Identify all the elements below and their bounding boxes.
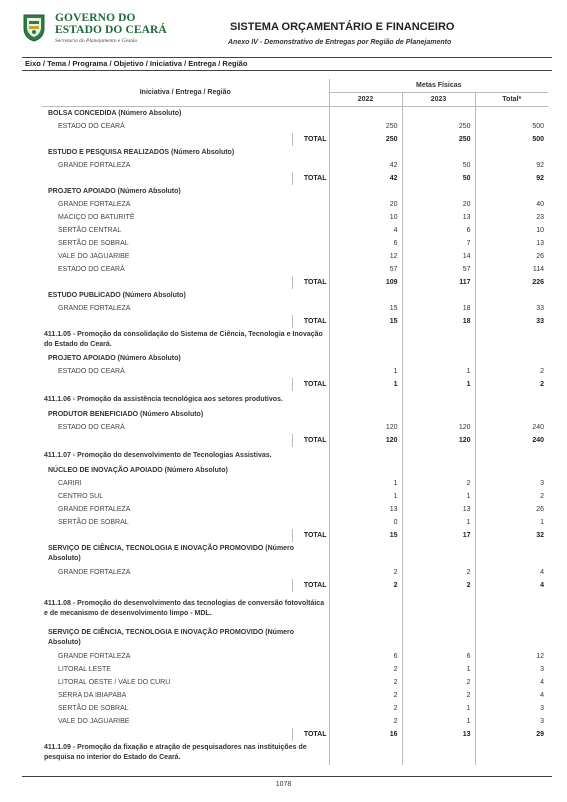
- empty-cell: [402, 328, 475, 352]
- region-row: [42, 224, 548, 237]
- value-2022: 1: [329, 490, 402, 503]
- value-2023: 1: [402, 702, 475, 715]
- empty-cell: [292, 120, 329, 133]
- total-row: [42, 434, 548, 447]
- total-label: TOTAL: [292, 315, 329, 328]
- total-2022: 16: [329, 728, 402, 741]
- value-total: 3: [540, 705, 545, 712]
- empty-cell: [292, 250, 329, 263]
- empty-cell: [402, 464, 475, 477]
- region-row: [42, 663, 548, 676]
- value-2022: 6: [329, 650, 402, 663]
- value-total: 23: [536, 214, 545, 221]
- total-sum: 29: [536, 731, 545, 738]
- empty-cell: [292, 302, 329, 315]
- value-2023: 20: [402, 198, 475, 211]
- empty-cell: [329, 408, 402, 421]
- column-header-metas-fisicas: Metas Físicas: [329, 79, 548, 93]
- total-label: TOTAL: [292, 728, 329, 741]
- empty-cell: [475, 352, 548, 365]
- region-label: GRANDE FORTALEZA: [58, 506, 131, 513]
- empty-cell: [292, 237, 329, 250]
- empty-cell: [402, 542, 475, 566]
- total-sum: 32: [536, 532, 545, 539]
- government-logo: [22, 10, 167, 52]
- region-label: LITORAL LESTE: [58, 666, 111, 673]
- empty-cell: [329, 592, 402, 626]
- empty-cell: [402, 289, 475, 302]
- empty-cell: [402, 185, 475, 198]
- total-2022: 120: [329, 434, 402, 447]
- region-label: GRANDE FORTALEZA: [58, 305, 131, 312]
- footer-divider: [22, 776, 552, 777]
- value-total: 13: [536, 240, 545, 247]
- section-row: [42, 391, 548, 408]
- group-row: [42, 146, 548, 159]
- empty-cell: [329, 391, 402, 408]
- total-label: TOTAL: [292, 434, 329, 447]
- empty-cell: [402, 107, 475, 121]
- empty-cell: [329, 289, 402, 302]
- value-2023: 50: [402, 159, 475, 172]
- region-row: [42, 302, 548, 315]
- value-total: 240: [532, 424, 545, 431]
- empty-cell: [402, 146, 475, 159]
- page-header: [0, 0, 567, 60]
- value-2022: 2: [329, 715, 402, 728]
- empty-cell: [292, 689, 329, 702]
- document-subtitle: Anexo IV - Demonstrativo de Entregas por Região de Planejamento: [228, 39, 452, 46]
- value-2023: 120: [402, 421, 475, 434]
- empty-cell: [329, 352, 402, 365]
- empty-cell: [42, 434, 292, 447]
- group-row: [42, 542, 548, 566]
- value-2022: 1: [329, 365, 402, 378]
- empty-cell: [475, 289, 548, 302]
- value-2022: 2: [329, 676, 402, 689]
- document-title: SISTEMA ORÇAMENTÁRIO E FINANCEIRO: [230, 21, 455, 33]
- empty-cell: [292, 198, 329, 211]
- group-row: [42, 352, 548, 365]
- empty-cell: [329, 328, 402, 352]
- empty-cell: [402, 741, 475, 765]
- empty-cell: [292, 490, 329, 503]
- empty-cell: [475, 328, 548, 352]
- region-row: [42, 702, 548, 715]
- group-row: [42, 626, 548, 650]
- section-row: [42, 328, 548, 352]
- empty-cell: [42, 315, 292, 328]
- empty-cell: [475, 626, 548, 650]
- region-label: VALE DO JAGUARIBE: [58, 718, 130, 725]
- value-2022: 250: [329, 120, 402, 133]
- column-header-iniciativa: Iniciativa / Entrega / Região: [42, 79, 329, 107]
- total-label: TOTAL: [292, 579, 329, 592]
- region-row: [42, 689, 548, 702]
- region-label: SERTÃO DE SOBRAL: [58, 240, 129, 247]
- region-label: GRANDE FORTALEZA: [58, 201, 131, 208]
- empty-cell: [292, 702, 329, 715]
- value-2022: 120: [329, 421, 402, 434]
- total-sum: 2: [540, 381, 545, 388]
- total-2023: 50: [402, 172, 475, 185]
- value-total: 3: [540, 718, 545, 725]
- empty-cell: [475, 447, 548, 464]
- value-2023: 250: [402, 120, 475, 133]
- value-2023: 2: [402, 676, 475, 689]
- region-row: [42, 715, 548, 728]
- total-row: [42, 728, 548, 741]
- region-label: ESTADO DO CEARÁ: [58, 123, 125, 130]
- region-label: SERTÃO DE SOBRAL: [58, 519, 129, 526]
- group-row: [42, 185, 548, 198]
- region-row: [42, 490, 548, 503]
- group-label: PROJETO APOIADO (Número Absoluto): [42, 185, 329, 198]
- total-2023: 18: [402, 315, 475, 328]
- region-row: [42, 421, 548, 434]
- total-row: [42, 133, 548, 146]
- total-label: TOTAL: [292, 172, 329, 185]
- empty-cell: [292, 715, 329, 728]
- empty-cell: [475, 741, 548, 765]
- total-2023: 17: [402, 529, 475, 542]
- total-2023: 250: [402, 133, 475, 146]
- empty-cell: [402, 626, 475, 650]
- value-2022: 2: [329, 566, 402, 579]
- value-2023: 1: [402, 715, 475, 728]
- empty-cell: [402, 447, 475, 464]
- region-row: [42, 365, 548, 378]
- value-2023: 13: [402, 503, 475, 516]
- empty-cell: [292, 663, 329, 676]
- empty-cell: [402, 391, 475, 408]
- value-total: 4: [540, 679, 545, 686]
- page-number: 1078: [275, 781, 292, 788]
- total-2022: 15: [329, 315, 402, 328]
- total-2022: 42: [329, 172, 402, 185]
- value-2022: 13: [329, 503, 402, 516]
- section-row: [42, 741, 548, 765]
- total-sum: 92: [536, 175, 545, 182]
- empty-cell: [475, 146, 548, 159]
- region-row: [42, 198, 548, 211]
- group-row: [42, 107, 548, 121]
- empty-cell: [292, 224, 329, 237]
- value-total: 10: [536, 227, 545, 234]
- group-label: ESTUDO E PESQUISA REALIZADOS (Número Absoluto): [42, 146, 329, 159]
- total-2023: 120: [402, 434, 475, 447]
- value-total: 12: [536, 653, 545, 660]
- region-label: MACIÇO DO BATURITÉ: [58, 214, 135, 221]
- region-label: CENTRO SUL: [58, 493, 104, 500]
- group-label: ESTUDO PUBLICADO (Número Absoluto): [42, 289, 329, 302]
- section-label: 411.1.05 - Promoção da consolidação do Sistema de Ciência, Tecnologia e Inovação do Estado do Ceará.: [42, 328, 329, 352]
- region-label: GRANDE FORTALEZA: [58, 653, 131, 660]
- group-label: SERVIÇO DE CIÊNCIA, TECNOLOGIA E INOVAÇÃO PROMOVIDO (Número Absoluto): [42, 626, 329, 650]
- empty-cell: [329, 542, 402, 566]
- section-row: [42, 447, 548, 464]
- column-header-total: Total*: [475, 93, 548, 107]
- total-sum: 500: [532, 136, 545, 143]
- empty-cell: [292, 263, 329, 276]
- empty-cell: [329, 464, 402, 477]
- empty-cell: [475, 542, 548, 566]
- value-2022: 12: [329, 250, 402, 263]
- value-2022: 15: [329, 302, 402, 315]
- section-row: [42, 592, 548, 626]
- empty-cell: [42, 579, 292, 592]
- value-total: 26: [536, 506, 545, 513]
- region-label: SERTÃO DE SOBRAL: [58, 705, 129, 712]
- value-2022: 20: [329, 198, 402, 211]
- total-2022: 2: [329, 579, 402, 592]
- empty-cell: [292, 365, 329, 378]
- total-row: [42, 378, 548, 391]
- total-row: [42, 579, 548, 592]
- empty-cell: [475, 592, 548, 626]
- value-2022: 57: [329, 263, 402, 276]
- region-row: [42, 566, 548, 579]
- empty-cell: [329, 107, 402, 121]
- total-2022: 250: [329, 133, 402, 146]
- value-2022: 10: [329, 211, 402, 224]
- region-row: [42, 503, 548, 516]
- empty-cell: [402, 592, 475, 626]
- empty-cell: [292, 503, 329, 516]
- empty-cell: [329, 626, 402, 650]
- value-2023: 18: [402, 302, 475, 315]
- total-2022: 15: [329, 529, 402, 542]
- empty-cell: [42, 378, 292, 391]
- logo-text-line3: Secretaria do Planejamento e Gestão: [55, 38, 138, 44]
- entregas-table: [42, 79, 548, 765]
- value-2023: 6: [402, 224, 475, 237]
- section-label: 411.1.09 - Promoção da fixação e atração de pesquisadores nas instituições de pesquisa no interior do Estado do Ceará.: [42, 741, 329, 765]
- value-2023: 1: [402, 365, 475, 378]
- value-total: 1: [540, 519, 545, 526]
- group-label: NÚCLEO DE INOVAÇÃO APOIADO (Número Absoluto): [42, 464, 329, 477]
- value-2023: 2: [402, 689, 475, 702]
- total-row: [42, 529, 548, 542]
- section-label: 411.1.06 - Promoção da assistência tecnológica aos setores produtivos.: [42, 391, 329, 408]
- group-label: PROJETO APOIADO (Número Absoluto): [42, 352, 329, 365]
- value-2023: 1: [402, 663, 475, 676]
- region-row: [42, 237, 548, 250]
- value-2023: 2: [402, 477, 475, 490]
- value-2023: 57: [402, 263, 475, 276]
- group-label: BOLSA CONCEDIDA (Número Absoluto): [42, 107, 329, 121]
- value-2023: 1: [402, 490, 475, 503]
- empty-cell: [292, 477, 329, 490]
- empty-cell: [292, 566, 329, 579]
- total-sum: 240: [532, 437, 545, 444]
- empty-cell: [329, 146, 402, 159]
- region-row: [42, 263, 548, 276]
- total-2023: 13: [402, 728, 475, 741]
- total-sum: 33: [536, 318, 545, 325]
- region-row: [42, 676, 548, 689]
- breadcrumb: Eixo / Tema / Programa / Objetivo / Iniciativa / Entrega / Região: [25, 59, 248, 68]
- empty-cell: [475, 464, 548, 477]
- empty-cell: [292, 421, 329, 434]
- value-total: 3: [540, 480, 545, 487]
- group-row: [42, 464, 548, 477]
- empty-cell: [475, 391, 548, 408]
- total-sum: 226: [532, 279, 545, 286]
- value-total: 92: [536, 162, 545, 169]
- value-total: 500: [532, 123, 545, 130]
- value-2022: 1: [329, 477, 402, 490]
- region-label: CARIRI: [58, 480, 82, 487]
- empty-cell: [402, 408, 475, 421]
- value-2023: 13: [402, 211, 475, 224]
- breadcrumb-divider: [22, 70, 552, 71]
- region-row: [42, 477, 548, 490]
- group-label: SERVIÇO DE CIÊNCIA, TECNOLOGIA E INOVAÇÃO PROMOVIDO (Número Absoluto): [42, 542, 329, 566]
- region-label: GRANDE FORTALEZA: [58, 162, 131, 169]
- value-2022: 42: [329, 159, 402, 172]
- empty-cell: [475, 185, 548, 198]
- region-label: LITORAL OESTE / VALE DO CURU: [58, 679, 171, 686]
- empty-cell: [475, 408, 548, 421]
- empty-cell: [292, 159, 329, 172]
- region-label: GRANDE FORTALEZA: [58, 569, 131, 576]
- region-label: SERTÃO CENTRAL: [58, 227, 122, 234]
- group-row: [42, 289, 548, 302]
- total-sum: 4: [540, 582, 545, 589]
- empty-cell: [329, 185, 402, 198]
- total-label: TOTAL: [292, 133, 329, 146]
- total-2023: 117: [402, 276, 475, 289]
- empty-cell: [475, 107, 548, 121]
- value-2022: 2: [329, 663, 402, 676]
- value-2023: 2: [402, 566, 475, 579]
- value-total: 3: [540, 666, 545, 673]
- value-2023: 1: [402, 516, 475, 529]
- total-row: [42, 276, 548, 289]
- region-label: SERRA DA IBIAPABA: [58, 692, 127, 699]
- value-total: 2: [540, 368, 545, 375]
- empty-cell: [329, 447, 402, 464]
- empty-cell: [402, 352, 475, 365]
- total-label: TOTAL: [292, 529, 329, 542]
- total-2023: 2: [402, 579, 475, 592]
- total-label: TOTAL: [292, 378, 329, 391]
- section-label: 411.1.08 - Promoção do desenvolvimento das tecnologias de conversão fotovoltáica e de mecanismo de desenvolvimento limpo - MDL.: [42, 592, 329, 626]
- empty-cell: [42, 276, 292, 289]
- value-2023: 6: [402, 650, 475, 663]
- value-total: 40: [536, 201, 545, 208]
- value-total: 26: [536, 253, 545, 260]
- column-header-2022: 2022: [329, 93, 402, 107]
- group-row: [42, 408, 548, 421]
- empty-cell: [292, 516, 329, 529]
- header-divider: [22, 57, 552, 58]
- total-2022: 109: [329, 276, 402, 289]
- region-label: ESTADO DO CEARÁ: [58, 368, 125, 375]
- value-2023: 14: [402, 250, 475, 263]
- value-2022: 6: [329, 237, 402, 250]
- empty-cell: [42, 172, 292, 185]
- region-label: VALE DO JAGUARIBE: [58, 253, 130, 260]
- empty-cell: [292, 676, 329, 689]
- value-total: 4: [540, 692, 545, 699]
- logo-text-line1: GOVERNO DO: [55, 12, 136, 24]
- total-2023: 1: [402, 378, 475, 391]
- value-total: 114: [532, 266, 545, 273]
- region-row: [42, 516, 548, 529]
- value-2022: 4: [329, 224, 402, 237]
- value-total: 2: [540, 493, 545, 500]
- value-2022: 2: [329, 689, 402, 702]
- region-label: ESTADO DO CEARÁ: [58, 424, 125, 431]
- column-header-2023: 2023: [402, 93, 475, 107]
- logo-text-line2: ESTADO DO CEARÁ: [55, 24, 167, 36]
- total-row: [42, 172, 548, 185]
- region-row: [42, 120, 548, 133]
- total-label: TOTAL: [292, 276, 329, 289]
- group-label: PRODUTOR BENEFICIADO (Número Absoluto): [42, 408, 329, 421]
- empty-cell: [42, 529, 292, 542]
- section-label: 411.1.07 - Promoção do desenvolvimento de Tecnologias Assistivas.: [42, 447, 329, 464]
- empty-cell: [292, 650, 329, 663]
- region-row: [42, 650, 548, 663]
- value-total: 33: [536, 305, 545, 312]
- total-row: [42, 315, 548, 328]
- coat-of-arms-icon: [22, 12, 46, 42]
- value-total: 4: [540, 569, 545, 576]
- region-label: ESTADO DO CEARÁ: [58, 266, 125, 273]
- region-row: [42, 159, 548, 172]
- value-2022: 2: [329, 702, 402, 715]
- empty-cell: [42, 728, 292, 741]
- value-2023: 7: [402, 237, 475, 250]
- value-2022: 0: [329, 516, 402, 529]
- empty-cell: [292, 211, 329, 224]
- empty-cell: [42, 133, 292, 146]
- region-row: [42, 211, 548, 224]
- region-row: [42, 250, 548, 263]
- empty-cell: [329, 741, 402, 765]
- total-2022: 1: [329, 378, 402, 391]
